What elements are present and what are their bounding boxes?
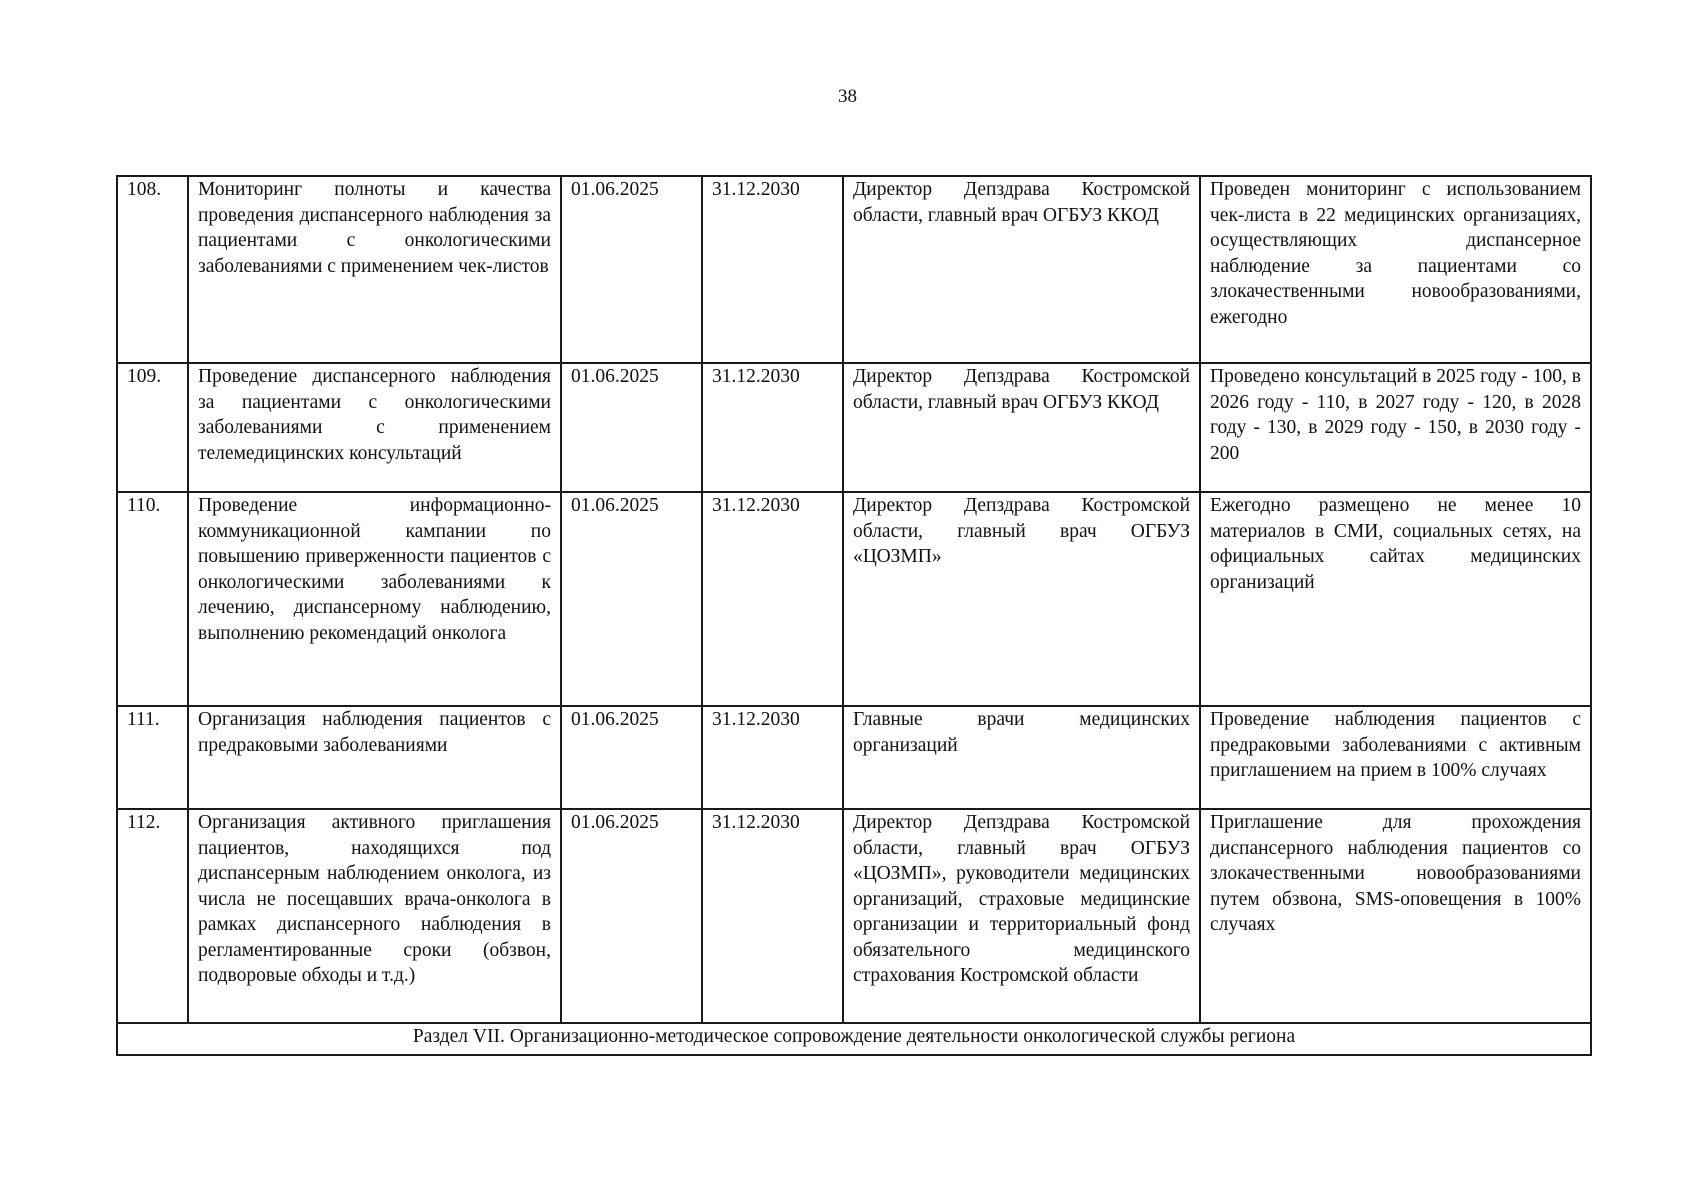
responsible-cell: Главные врачи медицинских организаций [843, 706, 1200, 809]
activity-cell: Проведение информационно-коммуникационной кампании по повышению приверженности пациентов с онкологическими заболеваниями к лечению, диспансерному наблюдению, выполнению рекомендаций онколога [188, 492, 561, 706]
table-row [117, 809, 1591, 1023]
result-cell: Проведено консультаций в 2025 году - 100, в 2026 году - 110, в 2027 году - 120, в 2028 году - 130, в 2029 году - 150, в 2030 году - 200 [1200, 363, 1591, 492]
table-row [117, 706, 1591, 809]
row-number: 112. [117, 809, 188, 1023]
responsible-cell: Директор Депздрава Костромской области, главный врач ОГБУЗ «ЦОЗМП», руководители медицинских организаций, страховые медицинские организации и территориальный фонд обязательного медицинского страхования Костромской области [843, 809, 1200, 1023]
start-date-cell: 01.06.2025 [561, 706, 702, 809]
end-date-cell: 31.12.2030 [702, 706, 843, 809]
row-number: 108. [117, 176, 188, 363]
row-number: 109. [117, 363, 188, 492]
end-date-cell: 31.12.2030 [702, 363, 843, 492]
activities-table [116, 175, 1592, 1056]
result-cell: Приглашение для прохождения диспансерного наблюдения пациентов со злокачественными новообразованиями путем обзвона, SMS-оповещения в 100% случаях [1200, 809, 1591, 1023]
responsible-cell: Директор Депздрава Костромской области, главный врач ОГБУЗ ККОД [843, 363, 1200, 492]
table-row [117, 363, 1591, 492]
end-date-cell: 31.12.2030 [702, 176, 843, 363]
activity-cell: Организация наблюдения пациентов с предраковыми заболеваниями [188, 706, 561, 809]
start-date-cell: 01.06.2025 [561, 809, 702, 1023]
activity-cell: Проведение диспансерного наблюдения за пациентами с онкологическими заболеваниями с применением телемедицинских консультаций [188, 363, 561, 492]
start-date-cell: 01.06.2025 [561, 363, 702, 492]
section-row [117, 1023, 1591, 1055]
end-date-cell: 31.12.2030 [702, 492, 843, 706]
section-title: Раздел VII. Организационно-методическое сопровождение деятельности онкологической службы региона [117, 1023, 1591, 1055]
responsible-cell: Директор Депздрава Костромской области, главный врач ОГБУЗ ККОД [843, 176, 1200, 363]
page-number: 38 [838, 86, 857, 107]
table-row [117, 492, 1591, 706]
table-row [117, 176, 1591, 363]
row-number: 110. [117, 492, 188, 706]
row-number: 111. [117, 706, 188, 809]
activity-cell: Организация активного приглашения пациентов, находящихся под диспансерным наблюдением онколога, из числа не посещавших врача-онколога в рамках диспансерного наблюдения в регламентированные сроки (обзвон, подворовые обходы и т.д.) [188, 809, 561, 1023]
result-cell: Проведение наблюдения пациентов с предраковыми заболеваниями с активным приглашением на прием в 100% случаях [1200, 706, 1591, 809]
activity-cell: Мониторинг полноты и качества проведения диспансерного наблюдения за пациентами с онкологическими заболеваниями с применением чек-листов [188, 176, 561, 363]
result-cell: Проведен мониторинг с использованием чек-листа в 22 медицинских организациях, осуществляющих диспансерное наблюдение за пациентами со злокачественными новообразованиями, ежегодно [1200, 176, 1591, 363]
start-date-cell: 01.06.2025 [561, 176, 702, 363]
responsible-cell: Директор Депздрава Костромской области, главный врач ОГБУЗ «ЦОЗМП» [843, 492, 1200, 706]
end-date-cell: 31.12.2030 [702, 809, 843, 1023]
start-date-cell: 01.06.2025 [561, 492, 702, 706]
result-cell: Ежегодно размещено не менее 10 материалов в СМИ, социальных сетях, на официальных сайтах медицинских организаций [1200, 492, 1591, 706]
